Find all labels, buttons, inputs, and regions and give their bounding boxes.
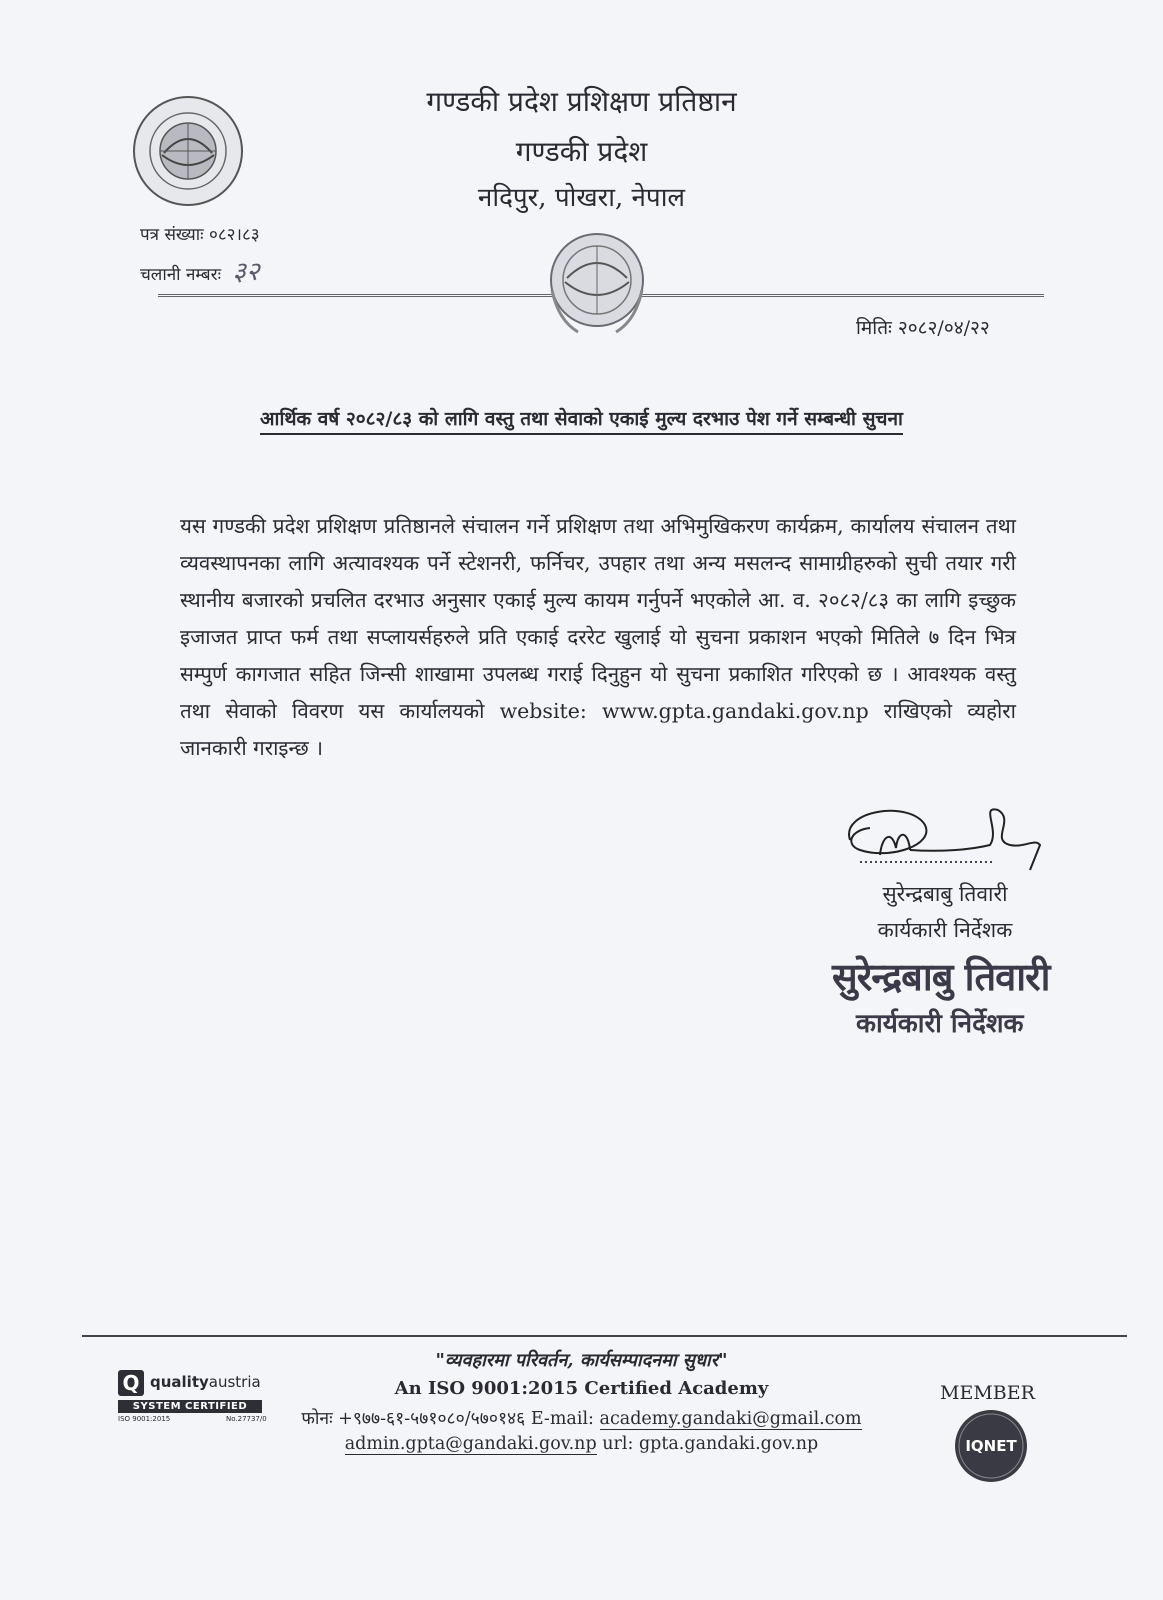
iqnet-text: IQNET	[965, 1437, 1017, 1455]
quality-austria-certified: SYSTEM CERTIFIED	[118, 1400, 262, 1413]
signer-name: सुरेन्द्रबाबु तिवारी	[882, 882, 1008, 906]
signer-title: कार्यकारी निर्देशक	[877, 918, 1013, 942]
quality-austria-name-bold: quality	[150, 1373, 209, 1391]
dispatch-number-value: ३२	[232, 257, 260, 287]
notice-body: यस गण्डकी प्रदेश प्रशिक्षण प्रतिष्ठानले संचालन गर्ने प्रशिक्षण तथा अभिमुखिकरण कार्यक्रम, कार्यालय संचालन तथा व्यवस्थापनका लागि अत्यावश्यक पर्ने स्टेशनरी, फर्निचर, उपहार तथा अन्य मसलन्द सामाग्रीहरुको सुची तयार गरी स्थानीय बजारको प्रचलित दरभाउ अनुसार एकाई मुल्य कायम गर्नुपर्ने भएकोले आ. व. २०८२/८३ का लागि इच्छुक इजाजत प्राप्त फर्म तथा सप्लायर्सहरुले प्रति एकाई दररेट खुलाई यो सुचना प्रकाशन भएको मितिले ७ दिन भित्र सम्पुर्ण कागजात सहित जिन्सी शाखामा उपलब्ध गराई दिनुहुन यो सुचना प्रकाशित गरिएको छ । आवश्यक वस्तु तथा सेवाको विवरण यस कार्यालयको website: www.gpta.gandaki.gov.np राखिएको व्यहोरा जानकारी गराइन्छ ।	[180, 514, 1016, 760]
dispatch-number	[140, 252, 259, 288]
dispatch-number-label: चलानी नम्बरः	[140, 265, 222, 285]
email-link-2[interactable]: admin.gpta@gandaki.gov.np	[344, 1434, 597, 1454]
phone-numbers: फोनः +९७७-६१-५७१०८०/५७०१४६	[301, 1409, 526, 1429]
title-stamp: कार्यकारी निर्देशक	[856, 1009, 1024, 1039]
name-stamp: सुरेन्द्रबाबु तिवारी	[832, 955, 1050, 999]
quality-austria-name-rest: austria	[208, 1373, 261, 1391]
footer-motto: "व्यवहारमा परिवर्तन, कार्यसम्पादनमा सुधार"	[435, 1350, 728, 1371]
subject-heading	[0, 405, 1163, 431]
letter-number-value: ०८२।८३	[208, 225, 260, 245]
member-label: MEMBER	[940, 1382, 1035, 1404]
quality-austria-q-icon: Q	[118, 1370, 144, 1396]
quality-austria-number: No.27737/0	[226, 1415, 267, 1423]
subject-text: आर्थिक वर्ष २०८२/८३ को लागि वस्तु तथा सेवाको एकाई मुल्य दरभाउ पेश गर्ने सम्बन्धी सुचना	[260, 408, 903, 435]
email-label: E-mail:	[530, 1409, 594, 1429]
province-name: गण्डकी प्रदेश	[515, 135, 648, 168]
letter-number	[140, 222, 260, 245]
organization-address: नदिपुर, पोखरा, नेपाल	[477, 183, 686, 213]
quality-austria-iso: ISO 9001:2015	[118, 1415, 171, 1423]
website-url[interactable]: gpta.gandaki.gov.np	[638, 1434, 819, 1454]
letter-number-label: पत्र संख्याः	[140, 225, 204, 245]
footer-divider	[82, 1335, 1127, 1337]
organization-name: गण्डकी प्रदेश प्रशिक्षण प्रतिष्ठान	[426, 85, 737, 118]
iqnet-logo	[953, 1408, 1029, 1484]
iso-certification-line: An ISO 9001:2015 Certified Academy	[394, 1378, 769, 1399]
letter-date: मितिः २०८२/०४/२२	[856, 317, 990, 339]
office-seal-stamp	[538, 228, 656, 346]
handwritten-signature	[830, 800, 1070, 880]
url-label: url:	[602, 1434, 634, 1454]
email-link-1[interactable]: academy.gandaki@gmail.com	[599, 1409, 862, 1429]
